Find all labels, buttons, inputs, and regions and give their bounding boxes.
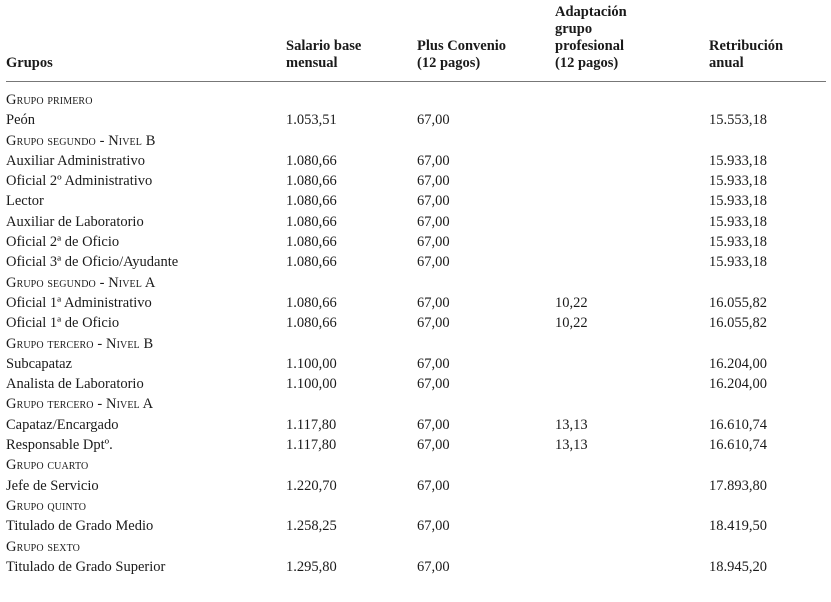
job-title-cell: Auxiliar Administrativo xyxy=(6,152,145,169)
plus-convenio-cell: 67,00 xyxy=(417,477,450,494)
job-title-cell: Oficial 1ª Administrativo xyxy=(6,294,152,311)
job-title-cell: Peón xyxy=(6,112,35,129)
retribucion-anual-cell: 16.204,00 xyxy=(709,376,767,393)
salario-base-cell: 1.117,80 xyxy=(286,416,337,433)
table-row xyxy=(6,476,826,496)
group-label: Grupo tercero - Nivel B xyxy=(6,335,154,352)
table-row xyxy=(6,232,826,252)
table-row xyxy=(6,374,826,394)
plus-convenio-cell: 67,00 xyxy=(417,518,450,535)
job-title-cell: Titulado de Grado Superior xyxy=(6,558,166,575)
salario-base-cell: 1.295,80 xyxy=(286,558,337,575)
adaptacion-cell xyxy=(555,212,709,232)
job-title-cell: Oficial 2ª de Oficio xyxy=(6,234,120,251)
plus-convenio-cell: 67,00 xyxy=(417,193,450,210)
group-header-row xyxy=(6,537,826,557)
job-title-cell: Responsable Dptº. xyxy=(6,437,113,454)
group-header-row xyxy=(6,131,826,151)
plus-convenio-cell: 67,00 xyxy=(417,112,450,129)
group-header-row xyxy=(6,394,826,414)
adaptacion-cell xyxy=(555,516,709,536)
retribucion-anual-cell: 16.204,00 xyxy=(709,355,767,372)
plus-convenio-cell: 67,00 xyxy=(417,234,450,251)
adaptacion-cell xyxy=(555,354,709,374)
group-label: Grupo segundo - Nivel B xyxy=(6,132,156,149)
table-row xyxy=(6,151,826,171)
retribucion-anual-cell: 18.945,20 xyxy=(709,558,767,575)
group-label: Grupo segundo - Nivel A xyxy=(6,274,156,291)
table-row xyxy=(6,293,826,313)
adaptacion-cell xyxy=(555,476,709,496)
plus-convenio-cell: 67,00 xyxy=(417,416,450,433)
adaptacion-cell: 13,13 xyxy=(555,437,588,454)
job-title-cell: Subcapataz xyxy=(6,355,73,372)
plus-convenio-cell: 67,00 xyxy=(417,355,450,372)
salario-base-cell: 1.080,66 xyxy=(286,213,337,230)
adaptacion-cell xyxy=(555,191,709,211)
group-label: Grupo primero xyxy=(6,92,93,108)
group-header-row xyxy=(6,455,826,475)
job-title-cell: Auxiliar de Laboratorio xyxy=(6,213,144,230)
salario-base-cell: 1.117,80 xyxy=(286,437,337,454)
adaptacion-cell xyxy=(555,557,709,577)
group-label: Grupo tercero - Nivel A xyxy=(6,396,154,413)
plus-convenio-cell: 67,00 xyxy=(417,437,450,454)
job-title-cell: Titulado de Grado Medio xyxy=(6,518,154,535)
adaptacion-cell xyxy=(555,374,709,394)
salario-base-cell: 1.100,00 xyxy=(286,376,337,393)
table-row xyxy=(6,557,826,577)
salario-base-cell: 1.080,66 xyxy=(286,294,337,311)
table-body xyxy=(6,82,826,578)
header-retribucion xyxy=(709,4,826,82)
adaptacion-cell: 10,22 xyxy=(555,294,588,311)
salario-base-cell: 1.080,66 xyxy=(286,152,337,169)
table-row xyxy=(6,415,826,435)
header-line: (12 pagos) xyxy=(417,55,481,71)
retribucion-anual-cell: 17.893,80 xyxy=(709,477,767,494)
retribucion-anual-cell: 16.610,74 xyxy=(709,416,767,433)
plus-convenio-cell: 67,00 xyxy=(417,294,450,311)
salario-base-cell: 1.220,70 xyxy=(286,477,337,494)
header-grupos xyxy=(6,4,286,82)
adaptacion-cell xyxy=(555,232,709,252)
table-row xyxy=(6,313,826,333)
retribucion-anual-cell: 15.553,18 xyxy=(709,112,767,129)
adaptacion-cell xyxy=(555,252,709,272)
group-header-row xyxy=(6,496,826,516)
header-line: profesional xyxy=(555,38,625,54)
table-row xyxy=(6,516,826,536)
group-label: Grupo cuarto xyxy=(6,457,89,474)
salario-base-cell: 1.053,51 xyxy=(286,112,337,129)
header-plus-convenio xyxy=(417,4,555,82)
table-row xyxy=(6,354,826,374)
group-header-row xyxy=(6,82,826,111)
header-line: (12 pagos) xyxy=(555,55,619,71)
salario-base-cell: 1.100,00 xyxy=(286,355,337,372)
header-line: anual xyxy=(709,55,744,71)
salario-base-cell: 1.080,66 xyxy=(286,254,337,271)
header-line: Grupos xyxy=(6,55,53,71)
job-title-cell: Capataz/Encargado xyxy=(6,416,119,433)
table-row xyxy=(6,212,826,232)
header-row xyxy=(6,4,826,82)
retribucion-anual-cell: 16.610,74 xyxy=(709,437,767,454)
salario-base-cell: 1.080,66 xyxy=(286,315,337,332)
table-row xyxy=(6,435,826,455)
adaptacion-cell: 10,22 xyxy=(555,315,588,332)
retribucion-anual-cell: 15.933,18 xyxy=(709,193,767,210)
header-line: Plus Convenio xyxy=(417,38,507,54)
header-line: Salario base xyxy=(286,38,362,54)
job-title-cell: Oficial 3ª de Oficio/Ayudante xyxy=(6,254,179,271)
retribucion-anual-cell: 15.933,18 xyxy=(709,173,767,190)
group-header-row xyxy=(6,273,826,293)
group-label: Grupo quinto xyxy=(6,497,87,514)
retribucion-anual-cell: 15.933,18 xyxy=(709,152,767,169)
group-header-row xyxy=(6,334,826,354)
header-salario-base xyxy=(286,4,417,82)
salario-base-cell: 1.080,66 xyxy=(286,234,337,251)
header-line: Adaptación xyxy=(555,4,627,20)
plus-convenio-cell: 67,00 xyxy=(417,254,450,271)
salary-table xyxy=(6,4,826,577)
table-header xyxy=(6,4,826,82)
plus-convenio-cell: 67,00 xyxy=(417,213,450,230)
header-line: grupo xyxy=(555,21,593,37)
job-title-cell: Analista de Laboratorio xyxy=(6,376,144,393)
table-row xyxy=(6,252,826,272)
plus-convenio-cell: 67,00 xyxy=(417,376,450,393)
job-title-cell: Jefe de Servicio xyxy=(6,477,99,494)
table-row xyxy=(6,171,826,191)
plus-convenio-cell: 67,00 xyxy=(417,558,450,575)
retribucion-anual-cell: 18.419,50 xyxy=(709,518,767,535)
group-label: Grupo sexto xyxy=(6,538,80,555)
retribucion-anual-cell: 16.055,82 xyxy=(709,294,767,311)
header-line: mensual xyxy=(286,55,338,71)
header-adaptacion xyxy=(555,4,709,82)
salario-base-cell: 1.258,25 xyxy=(286,518,337,535)
retribucion-anual-cell: 16.055,82 xyxy=(709,315,767,332)
retribucion-anual-cell: 15.933,18 xyxy=(709,254,767,271)
adaptacion-cell xyxy=(555,171,709,191)
table-row xyxy=(6,191,826,211)
salario-base-cell: 1.080,66 xyxy=(286,173,337,190)
job-title-cell: Oficial 1ª de Oficio xyxy=(6,315,120,332)
job-title-cell: Oficial 2º Administrativo xyxy=(6,173,153,190)
job-title-cell: Lector xyxy=(6,193,44,210)
retribucion-anual-cell: 15.933,18 xyxy=(709,213,767,230)
adaptacion-cell xyxy=(555,110,709,130)
adaptacion-cell: 13,13 xyxy=(555,416,588,433)
header-line: Retribución xyxy=(709,38,784,54)
retribucion-anual-cell: 15.933,18 xyxy=(709,234,767,251)
adaptacion-cell xyxy=(555,151,709,171)
table-row xyxy=(6,110,826,130)
plus-convenio-cell: 67,00 xyxy=(417,152,450,169)
plus-convenio-cell: 67,00 xyxy=(417,315,450,332)
salario-base-cell: 1.080,66 xyxy=(286,193,337,210)
plus-convenio-cell: 67,00 xyxy=(417,173,450,190)
